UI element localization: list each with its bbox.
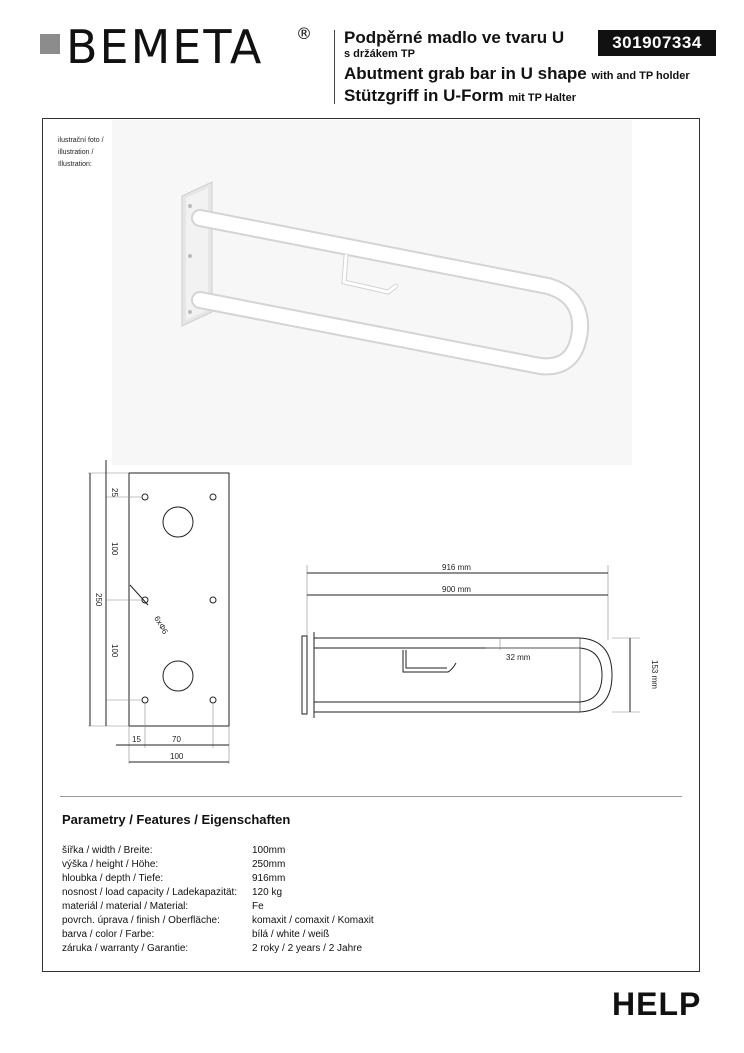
side-plate <box>302 636 307 714</box>
feature-value: Fe <box>252 901 264 912</box>
illustration-label-line-1: ilustrační foto / <box>58 137 104 144</box>
feature-value: 916mm <box>252 873 286 884</box>
brand-logo: BEMETA <box>66 20 264 74</box>
features-title: Parametry / Features / Eigenschaften <box>62 812 291 827</box>
side-tp-holder-inner <box>406 650 447 668</box>
feature-value: bílá / white / weiß <box>252 929 330 940</box>
feature-label: barva / color / Farbe: <box>62 929 155 940</box>
title-en-sub: with and TP holder <box>591 70 690 82</box>
dim-250: 250 <box>94 593 103 607</box>
side-bar-inner <box>314 648 602 702</box>
dim-900: 900 mm <box>442 585 471 594</box>
dim-70: 70 <box>172 735 181 744</box>
brand-registered-mark: ® <box>296 24 312 43</box>
feature-value: 100mm <box>252 845 286 856</box>
feature-label: výška / height / Höhe: <box>62 859 159 870</box>
feature-label: šířka / width / Breite: <box>62 845 153 856</box>
dim-holes: 6xΦ6 <box>152 614 170 636</box>
dim-25: 25 <box>110 488 119 497</box>
side-bar-outer <box>314 638 612 712</box>
title-cz: Podpěrné madlo ve tvaru U <box>344 28 565 47</box>
dim-15: 15 <box>132 735 141 744</box>
dim-32: 32 mm <box>506 653 531 662</box>
feature-value: 2 roky / 2 years / 2 Jahre <box>252 943 363 954</box>
feature-value: 250mm <box>252 859 286 870</box>
dim-100-top: 100 <box>110 542 119 556</box>
dim-916: 916 mm <box>442 563 471 572</box>
feature-label: povrch. úprava / finish / Oberfläche: <box>62 915 220 926</box>
feature-label: materiál / material / Material: <box>62 901 189 912</box>
title-de-sub: mit TP Halter <box>508 92 576 104</box>
side-tp-holder <box>403 650 456 672</box>
feature-value: komaxit / comaxit / Komaxit <box>252 915 374 926</box>
series-label: HELP <box>612 986 702 1022</box>
feature-label: záruka / warranty / Garantie: <box>62 943 189 954</box>
illustration-label-line-3: Illustration: <box>58 161 92 168</box>
dim-100-bottom: 100 <box>110 644 119 658</box>
feature-value: 120 kg <box>252 887 283 898</box>
features-separator <box>60 796 682 797</box>
feature-label: nosnost / load capacity / Ladekapazität: <box>62 887 238 898</box>
product-code: 301907334 <box>598 30 716 56</box>
dim-153: 153 mm <box>650 660 659 689</box>
title-de-main: Stützgriff in U-Form <box>344 86 504 105</box>
feature-label: hloubka / depth / Tiefe: <box>62 873 164 884</box>
dim-100-width: 100 <box>170 752 184 761</box>
title-en-main: Abutment grab bar in U shape <box>344 64 587 83</box>
title-cz-sub: s držákem TP <box>344 48 415 60</box>
illustration-label-line-2: illustration / <box>58 149 94 156</box>
